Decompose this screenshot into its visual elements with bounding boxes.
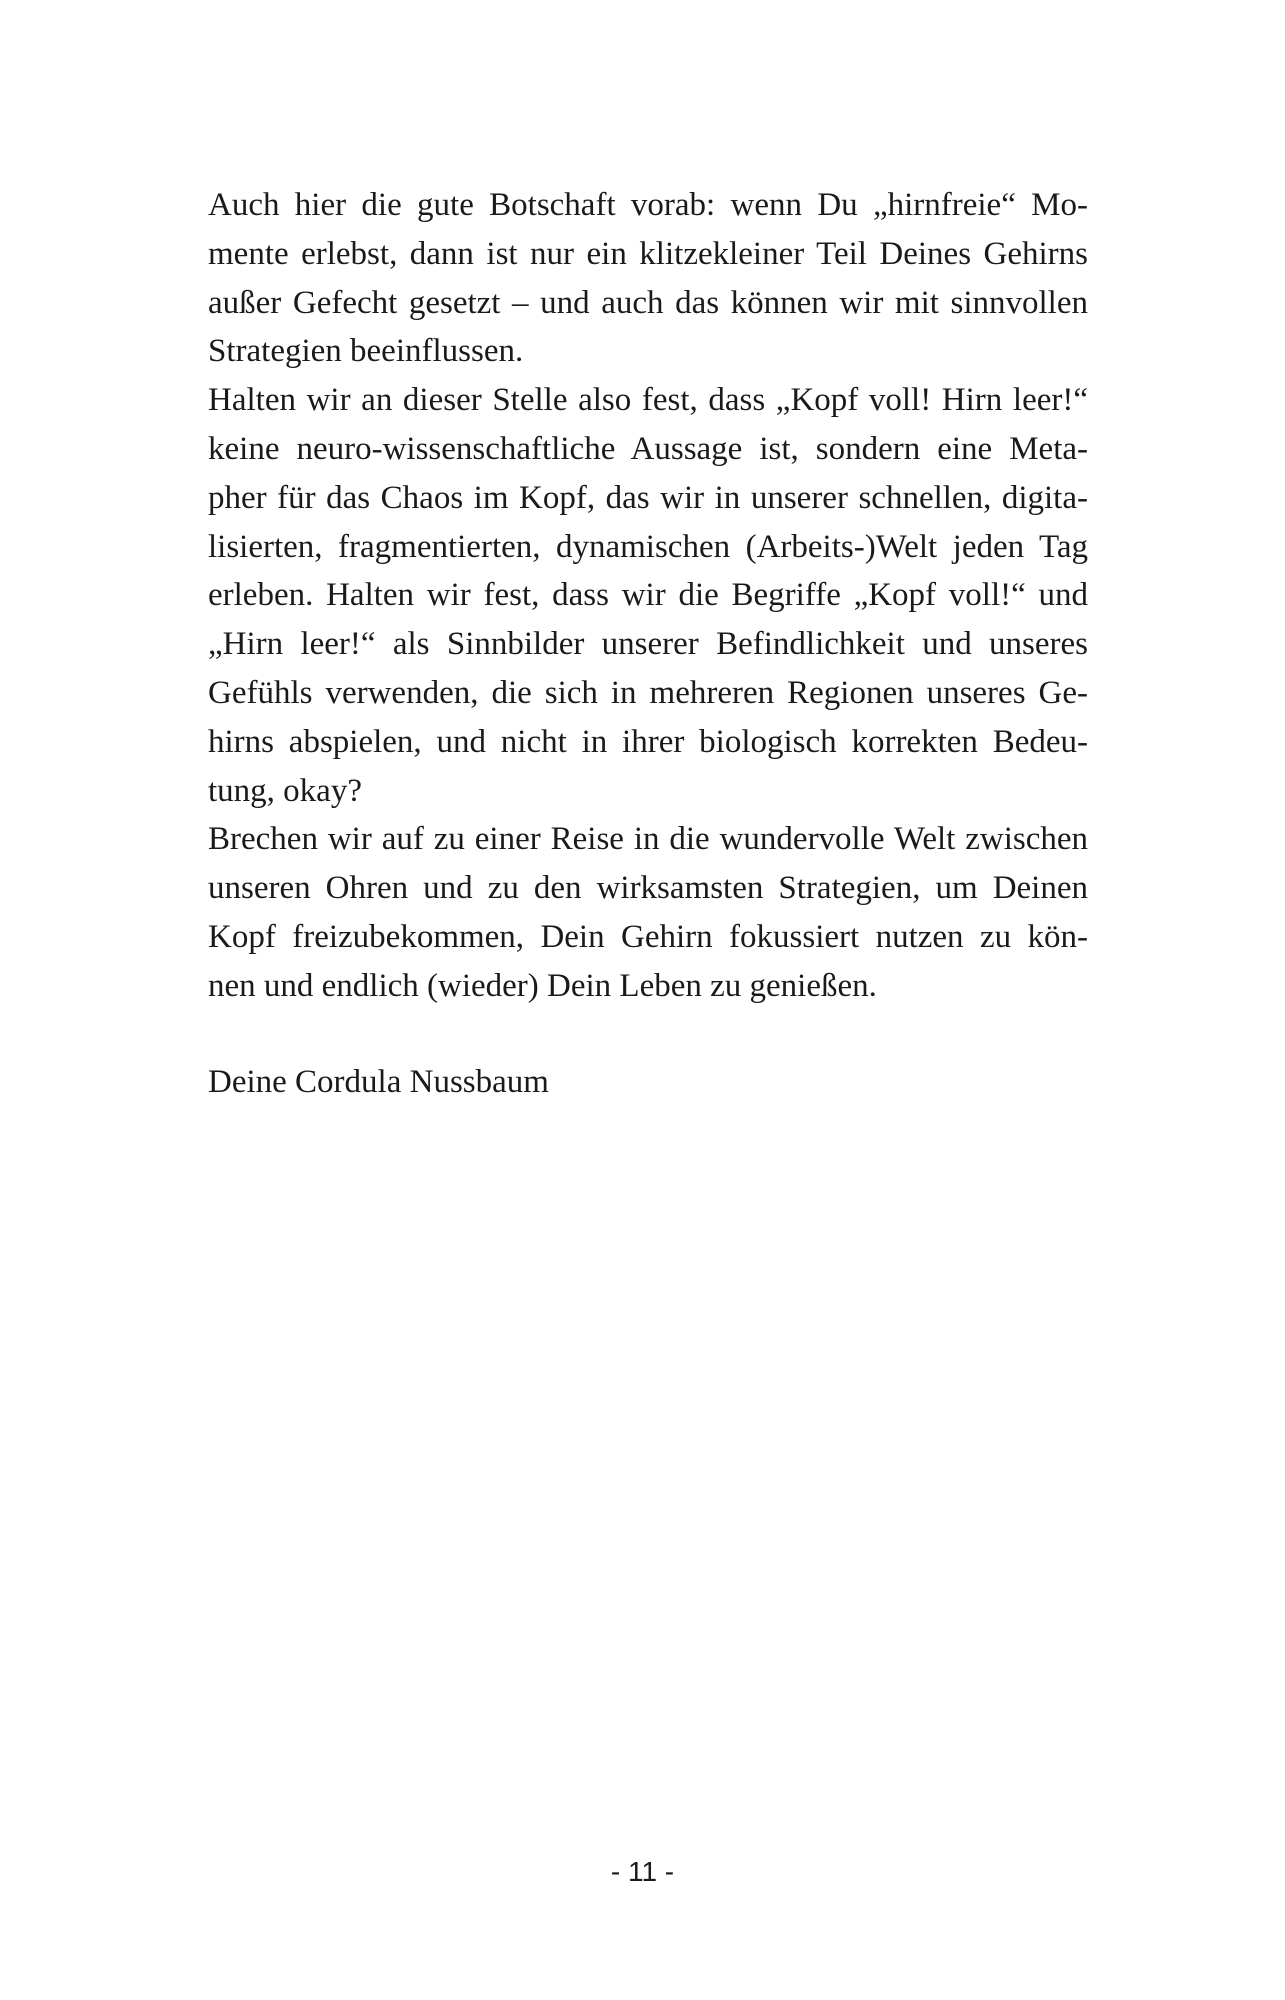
text-line: Strategien beeinflussen.	[208, 333, 524, 370]
text-line: lisierten, fragmentierten, dynamischen (Arbeits-)Welt jeden Tag	[208, 528, 1088, 565]
body-text	[208, 181, 1088, 1011]
text-line: Halten wir an dieser Stelle also fest, dass „Kopf voll! Hirn leer!“	[208, 382, 1088, 419]
text-line: tung, okay?	[208, 772, 362, 809]
text-line: unseren Ohren und zu den wirksamsten Strategien, um Deinen	[208, 870, 1088, 907]
text-line: Brechen wir auf zu einer Reise in die wundervolle Welt zwischen	[208, 821, 1088, 858]
text-line: mente erlebst, dann ist nur ein klitzekleiner Teil Deines Gehirns	[208, 235, 1088, 272]
text-line: keine neuro-wissenschaftliche Aussage ist, sondern eine Meta-	[208, 430, 1088, 467]
page-number: - 11 -	[610, 1856, 675, 1887]
text-line: pher für das Chaos im Kopf, das wir in unserer schnellen, digita-	[208, 479, 1088, 516]
text-line: erleben. Halten wir fest, dass wir die Begriffe „Kopf voll!“ und	[208, 577, 1088, 614]
signature: Deine Cordula Nussbaum	[208, 1064, 549, 1100]
text-line: Auch hier die gute Botschaft vorab: wenn Du „hirnfreie“ Mo-	[208, 187, 1088, 223]
text-line: „Hirn leer!“ als Sinnbilder unserer Befindlichkeit und unseres	[208, 626, 1088, 663]
text-line: hirns abspielen, und nicht in ihrer biologisch korrekten Bedeu-	[208, 723, 1088, 760]
text-line: Gefühls verwenden, die sich in mehreren Regionen unseres Ge-	[208, 674, 1088, 711]
text-line: Kopf freizubekommen, Dein Gehirn fokussiert nutzen zu kön-	[208, 918, 1088, 955]
text-line: außer Gefecht gesetzt – und auch das können wir mit sinnvollen	[208, 284, 1088, 321]
text-line: nen und endlich (wieder) Dein Leben zu genießen.	[208, 967, 877, 1004]
